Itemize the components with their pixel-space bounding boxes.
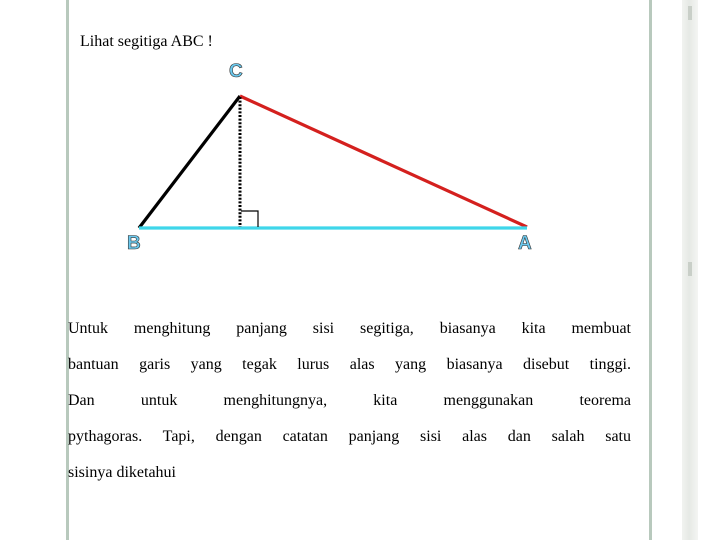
right-angle-marker (241, 211, 258, 227)
paragraph-line-1: Untuk menghitung panjang sisi segitiga, biasanya kita membuat (68, 320, 631, 337)
side-bc (139, 96, 240, 228)
paragraph-line-5: sisinya diketahui (68, 464, 176, 481)
vertex-label-a: A (518, 233, 532, 254)
page-title: Lihat segitiga ABC ! (80, 33, 213, 50)
paragraph-line-3: Dan untuk menghitungnya, kita menggunakan teorema (68, 392, 631, 409)
vertex-label-c: C (229, 61, 243, 82)
vertex-label-b: B (127, 233, 141, 254)
explanation-paragraph (68, 311, 631, 491)
paragraph-line-4: pythagoras. Tapi, dengan catatan panjang sisi alas dan salah satu (68, 428, 631, 445)
paragraph-line-2: bantuan garis yang tegak lurus alas yang biasanya disebut tinggi. (68, 356, 631, 373)
side-ca (240, 96, 527, 227)
